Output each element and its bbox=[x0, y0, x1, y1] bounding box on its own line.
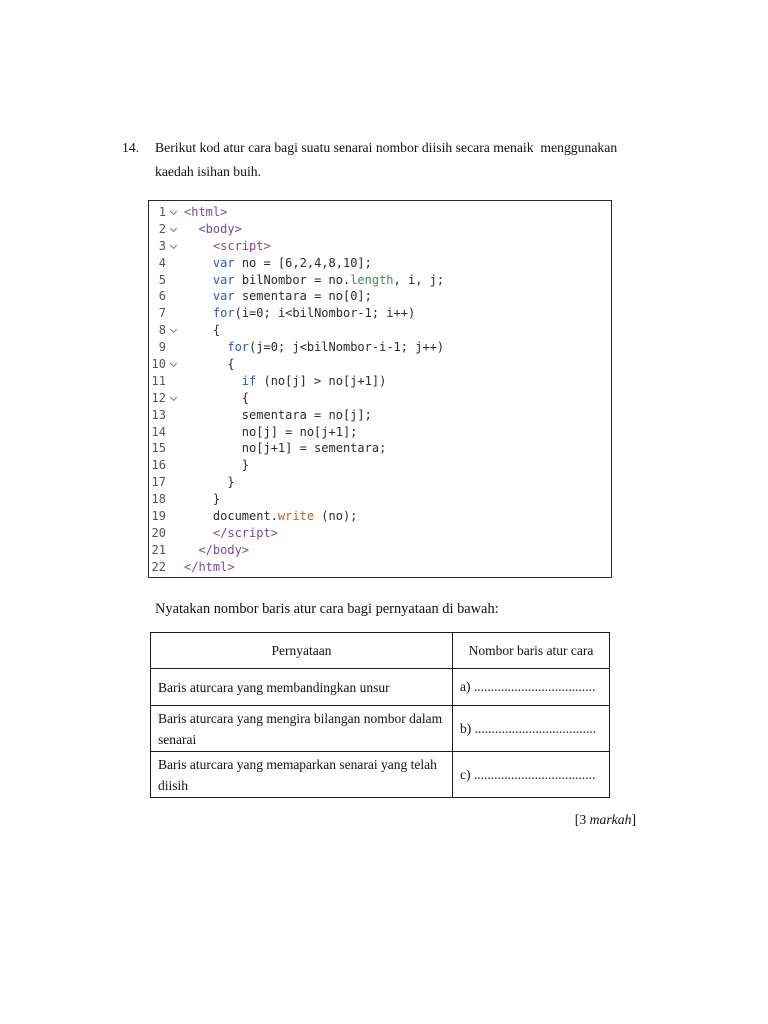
chevron-down-icon bbox=[170, 208, 177, 215]
code-line bbox=[149, 508, 611, 525]
code-line bbox=[149, 390, 611, 407]
code-text bbox=[184, 204, 227, 221]
line-number: 17 bbox=[151, 475, 166, 490]
code-text: document.write (no); bbox=[184, 509, 358, 524]
line-number: 10 bbox=[151, 357, 166, 372]
code-text: } bbox=[184, 492, 221, 507]
line-number: 18 bbox=[151, 492, 166, 507]
fold-gutter bbox=[166, 272, 184, 289]
code-line bbox=[149, 305, 611, 322]
code-text bbox=[184, 525, 278, 542]
fold-gutter bbox=[166, 525, 184, 542]
code-line bbox=[149, 407, 611, 424]
code-text: var bilNombor = no.length, i, j; bbox=[212, 272, 445, 287]
fold-gutter bbox=[166, 356, 184, 373]
code-text: var sementara = no[0]; bbox=[212, 289, 372, 304]
line-number: 15 bbox=[151, 441, 166, 456]
statement-cell: Baris aturcara yang membandingkan unsur bbox=[151, 669, 453, 706]
fold-gutter bbox=[166, 373, 184, 390]
table-row bbox=[151, 669, 610, 706]
chevron-down-icon bbox=[170, 326, 177, 333]
chevron-down-icon bbox=[170, 360, 177, 367]
fold-gutter bbox=[166, 491, 184, 508]
chevron-down-icon bbox=[170, 225, 177, 232]
fold-gutter bbox=[166, 238, 184, 255]
marks-allocation bbox=[575, 809, 636, 831]
fold-gutter bbox=[166, 322, 184, 339]
question-number: 14. bbox=[122, 140, 140, 155]
code-token-keyword: for bbox=[227, 340, 250, 355]
code-line bbox=[149, 542, 611, 559]
table-header-statement: Pernyataan bbox=[151, 633, 453, 669]
code-line bbox=[149, 322, 611, 339]
code-line bbox=[149, 373, 611, 390]
code-text bbox=[184, 238, 271, 255]
table-row bbox=[151, 706, 610, 752]
code-line bbox=[149, 221, 611, 238]
instruction-text: Nyatakan nombor baris atur cara bagi pernyataan di bawah: bbox=[155, 601, 499, 617]
code-token-tag: </body> bbox=[198, 542, 250, 557]
code-lines bbox=[149, 201, 611, 576]
code-text bbox=[184, 559, 235, 576]
fold-gutter bbox=[166, 255, 184, 272]
line-number: 1 bbox=[158, 205, 166, 219]
fold-gutter bbox=[166, 390, 184, 407]
marks-prefix: [3 bbox=[574, 812, 590, 827]
line-number: 4 bbox=[158, 255, 166, 270]
line-number: 3 bbox=[158, 238, 166, 253]
code-token-method: write bbox=[277, 509, 315, 524]
code-line bbox=[149, 255, 611, 272]
line-number: 8 bbox=[158, 323, 166, 338]
code-text bbox=[184, 542, 249, 559]
code-text: var no = [6,2,4,8,10]; bbox=[212, 255, 372, 270]
code-text bbox=[184, 221, 242, 238]
fold-gutter bbox=[166, 407, 184, 424]
code-text: for(i=0; i<bilNombor-1; i++) bbox=[212, 306, 416, 321]
fold-gutter bbox=[166, 508, 184, 525]
code-token-keyword: var bbox=[212, 255, 235, 270]
code-line bbox=[149, 440, 611, 457]
code-text: no[j+1] = sementara; bbox=[184, 441, 387, 456]
line-number: 19 bbox=[151, 509, 166, 524]
code-line bbox=[149, 491, 611, 508]
marks-unit: markah bbox=[589, 812, 632, 827]
line-number: 7 bbox=[158, 306, 166, 321]
line-number: 20 bbox=[151, 525, 166, 540]
table-header-row bbox=[151, 633, 610, 669]
code-text: { bbox=[184, 357, 235, 372]
code-line bbox=[149, 272, 611, 289]
line-number: 22 bbox=[151, 559, 166, 574]
code-text: { bbox=[184, 390, 250, 405]
code-text: } bbox=[184, 458, 250, 473]
code-token-property: length bbox=[350, 272, 394, 287]
answer-blank: b) .................................... bbox=[453, 706, 610, 752]
statement-cell: Baris aturcara yang memaparkan senarai yang telah diisih bbox=[151, 752, 453, 798]
fold-gutter bbox=[166, 339, 184, 356]
code-text: for(j=0; j<bilNombor-i-1; j++) bbox=[227, 340, 445, 355]
answer-blank: a) .................................... bbox=[453, 669, 610, 706]
code-line bbox=[149, 238, 611, 255]
line-number: 12 bbox=[151, 390, 166, 405]
code-text: { bbox=[184, 323, 221, 338]
code-line bbox=[149, 339, 611, 356]
fold-gutter bbox=[166, 204, 184, 221]
code-line bbox=[149, 525, 611, 542]
fold-gutter bbox=[166, 559, 184, 576]
code-line bbox=[149, 559, 611, 576]
marks-suffix: ] bbox=[631, 812, 636, 827]
code-token-tag: </html> bbox=[184, 559, 235, 574]
code-text: sementara = no[j]; bbox=[184, 407, 372, 422]
code-token-keyword: if bbox=[241, 373, 257, 388]
answer-table bbox=[150, 632, 610, 798]
line-number: 6 bbox=[158, 289, 166, 304]
code-token-keyword: var bbox=[212, 289, 235, 304]
line-number: 11 bbox=[151, 373, 166, 388]
line-number: 2 bbox=[158, 221, 166, 236]
statement-cell: Baris aturcara yang mengira bilangan nombor dalam senarai bbox=[151, 706, 453, 752]
question-text: Berikut kod atur cara bagi suatu senarai nombor diisih secara menaik menggunakan kaedah isihan buih. bbox=[155, 140, 621, 179]
code-line bbox=[149, 356, 611, 373]
line-number: 16 bbox=[151, 458, 166, 473]
code-text: if (no[j] > no[j+1]) bbox=[241, 373, 387, 388]
code-token-tag: <html> bbox=[184, 205, 228, 219]
code-token-tag: </script> bbox=[212, 525, 278, 540]
chevron-down-icon bbox=[170, 242, 177, 249]
fold-gutter bbox=[166, 288, 184, 305]
fold-gutter bbox=[166, 440, 184, 457]
line-number: 13 bbox=[151, 407, 166, 422]
code-line bbox=[149, 204, 611, 221]
fold-gutter bbox=[166, 305, 184, 322]
line-number: 14 bbox=[151, 424, 166, 439]
fold-gutter bbox=[166, 221, 184, 238]
code-line bbox=[149, 424, 611, 441]
code-text: } bbox=[184, 475, 235, 490]
code-listing bbox=[148, 200, 612, 578]
line-number: 9 bbox=[158, 340, 166, 355]
table-header-line-number: Nombor baris atur cara bbox=[453, 633, 610, 669]
fold-gutter bbox=[166, 474, 184, 491]
code-line bbox=[149, 474, 611, 491]
fold-gutter bbox=[166, 457, 184, 474]
line-number: 5 bbox=[158, 272, 166, 287]
table-row bbox=[151, 752, 610, 798]
code-token-tag: <body> bbox=[198, 221, 242, 236]
code-token-keyword: var bbox=[212, 272, 235, 287]
code-token-keyword: for bbox=[212, 306, 235, 321]
code-line bbox=[149, 288, 611, 305]
line-number: 21 bbox=[151, 542, 166, 557]
code-token-tag: <script> bbox=[212, 238, 271, 253]
answer-blank: c) .................................... bbox=[453, 752, 610, 798]
chevron-down-icon bbox=[170, 394, 177, 401]
fold-gutter bbox=[166, 424, 184, 441]
code-line bbox=[149, 457, 611, 474]
code-text: no[j] = no[j+1]; bbox=[184, 424, 358, 439]
fold-gutter bbox=[166, 542, 184, 559]
